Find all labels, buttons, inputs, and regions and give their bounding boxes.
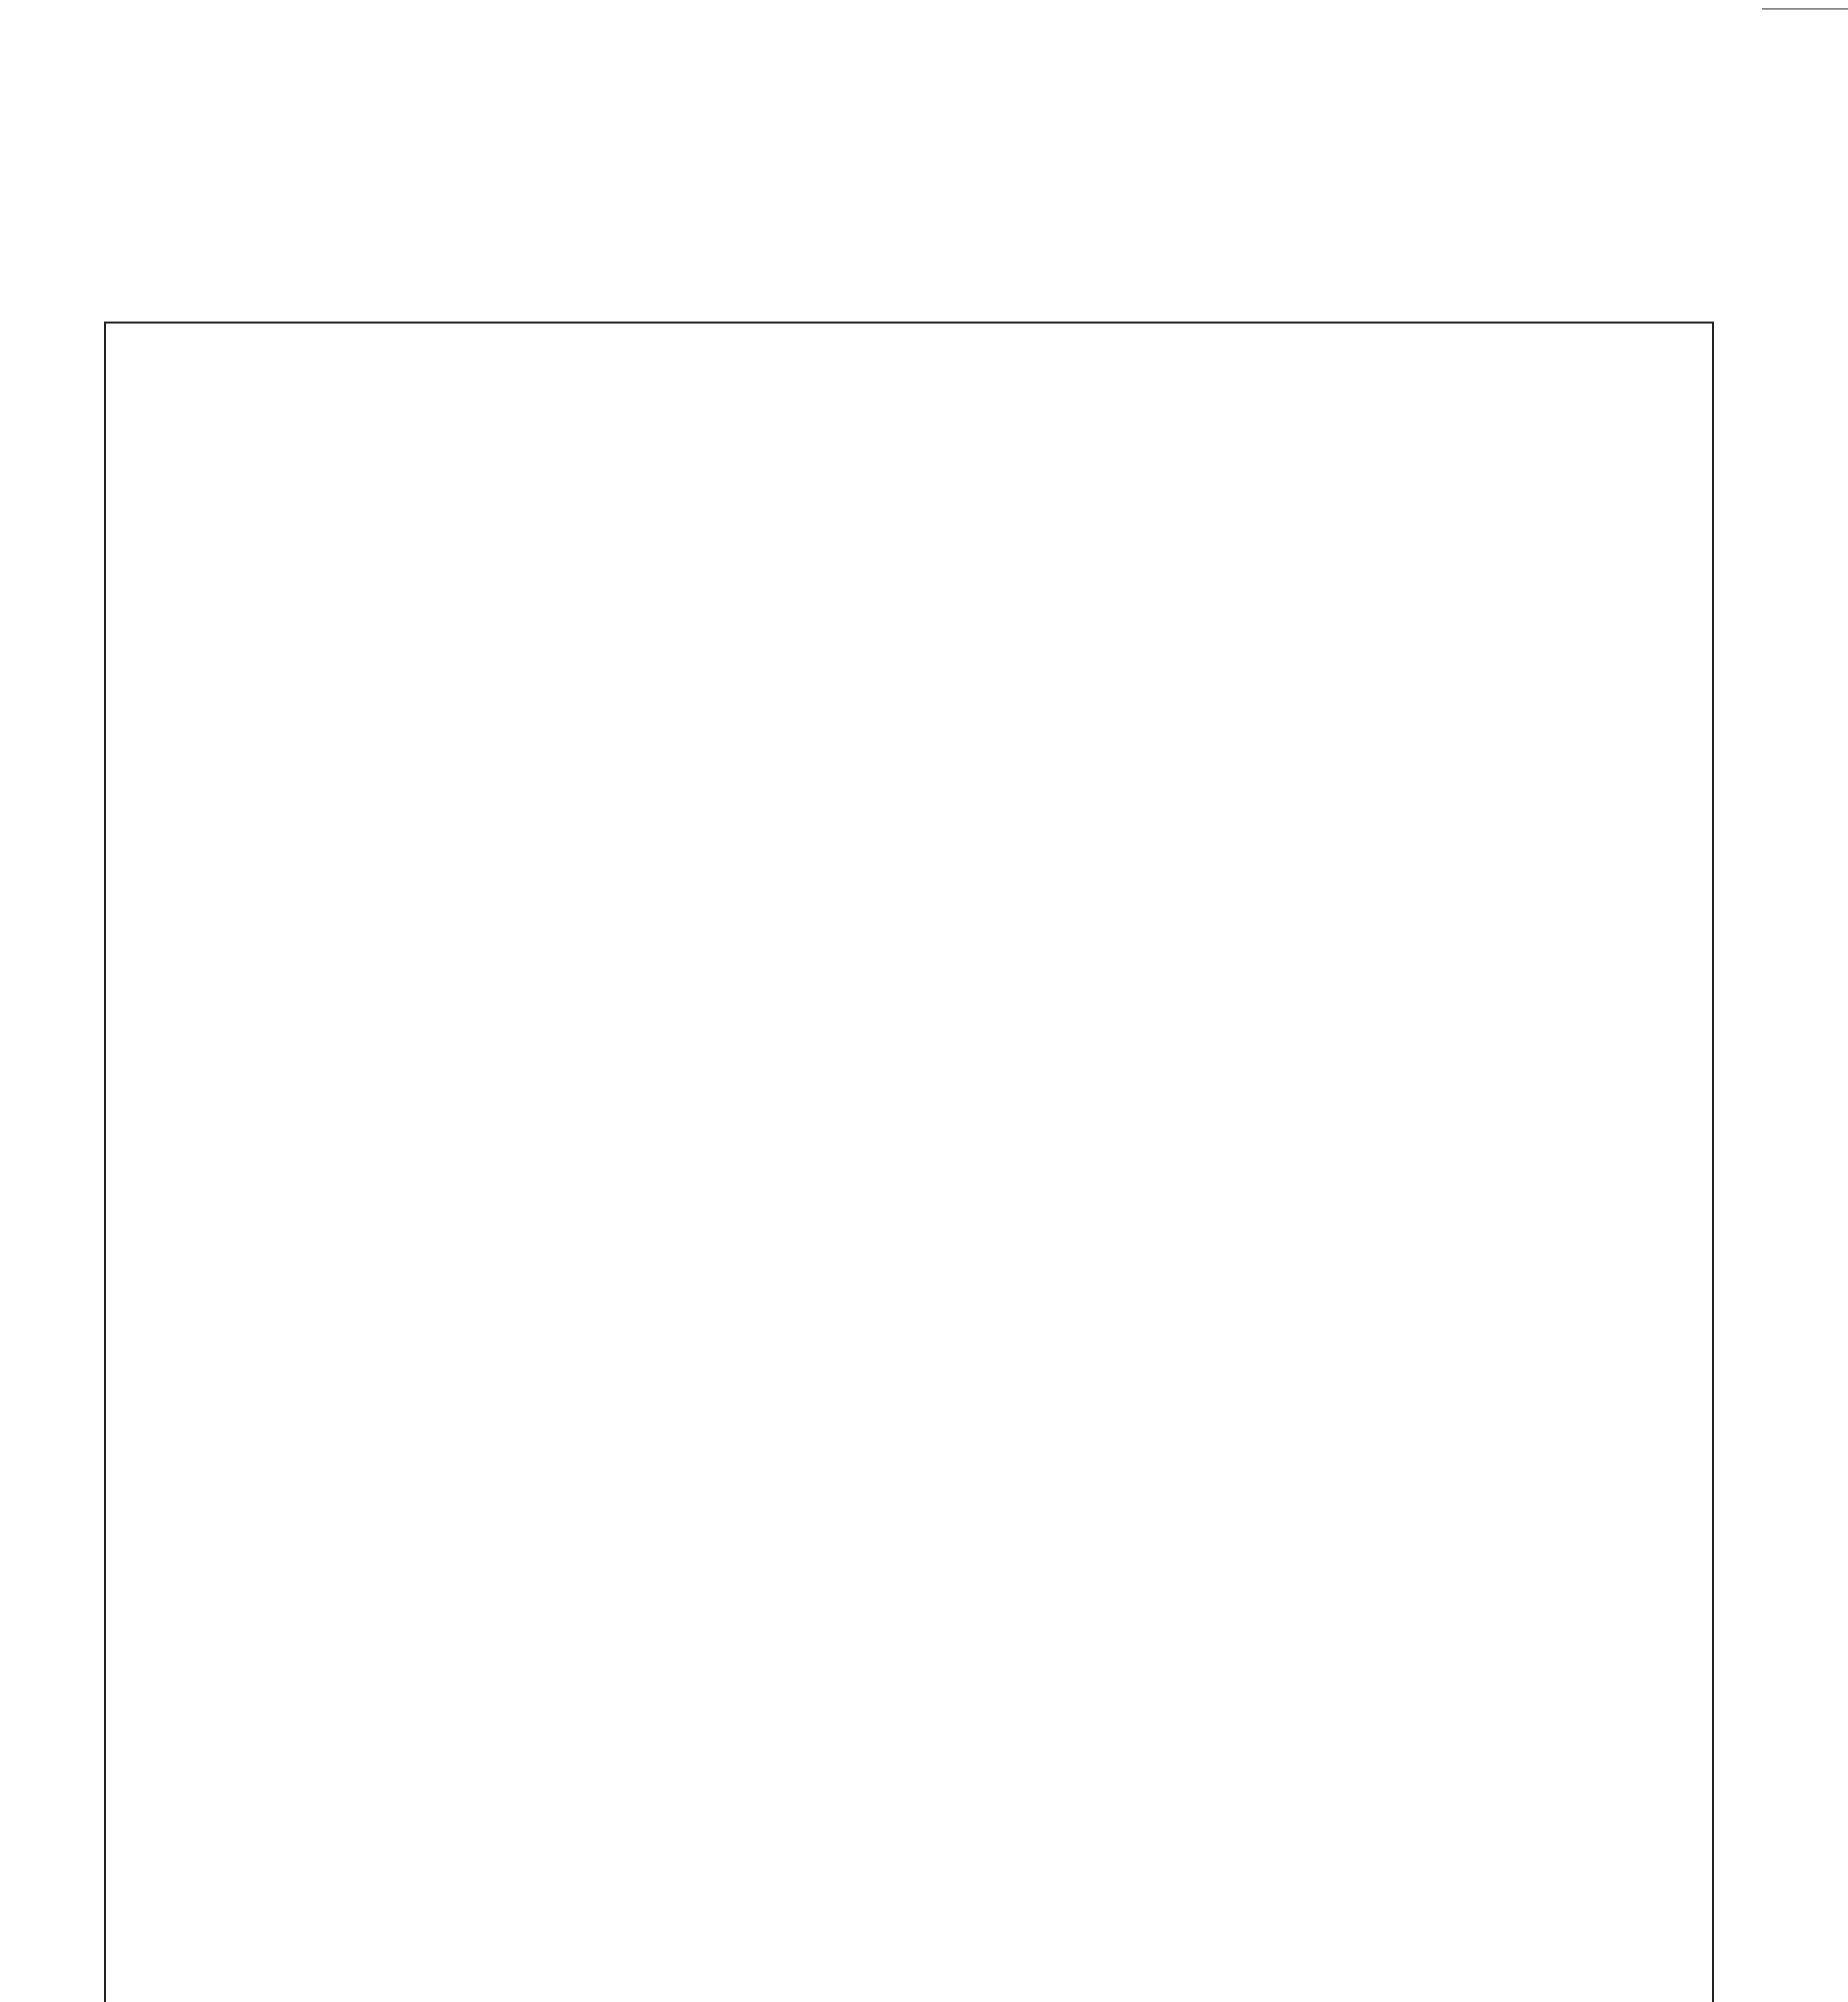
table-frame xyxy=(104,322,1714,2002)
edge-line xyxy=(1762,8,1848,10)
